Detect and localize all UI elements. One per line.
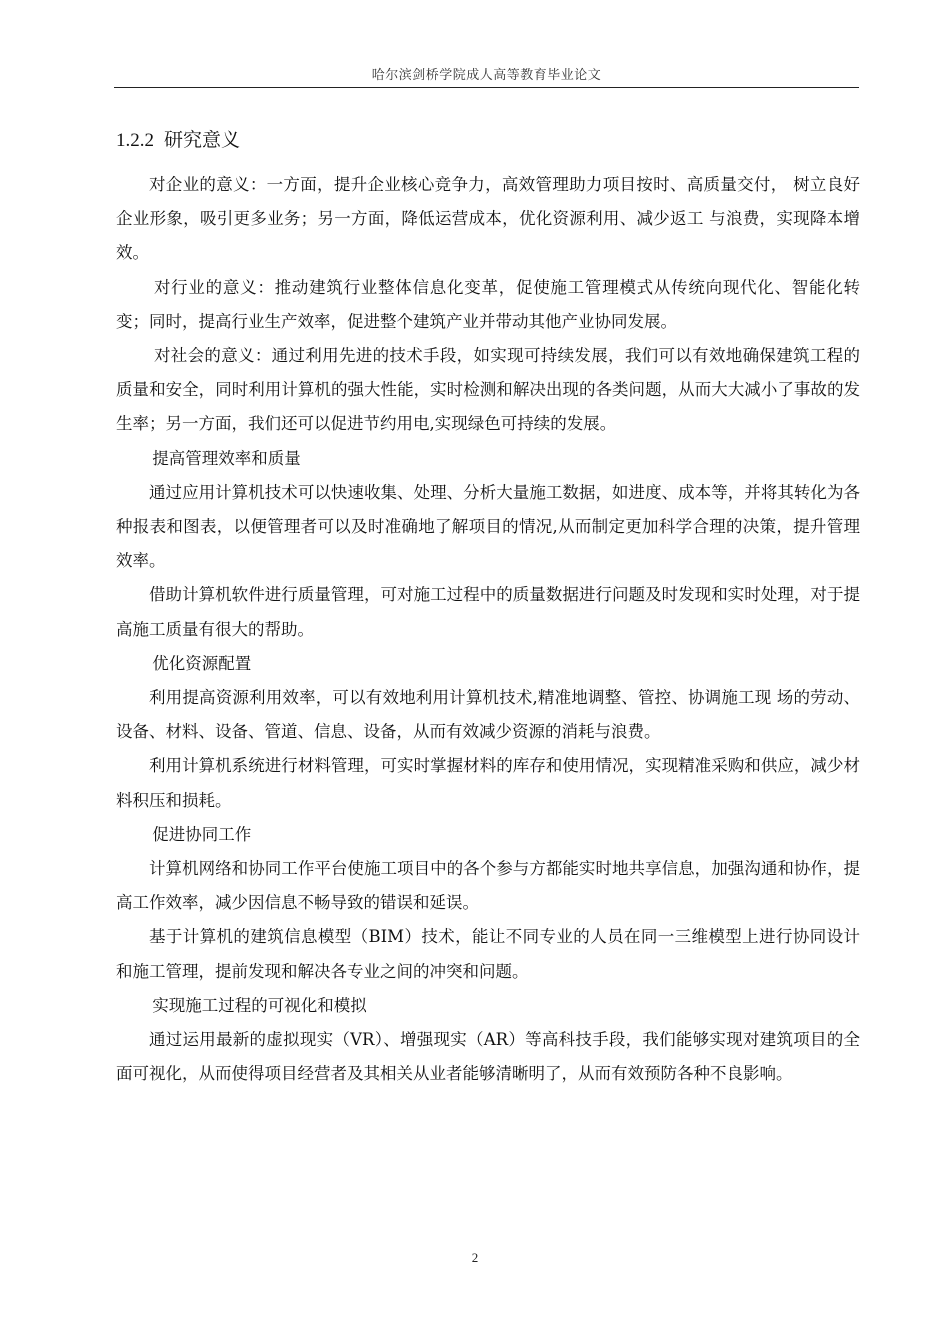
- paragraph-network-collaboration: 计算机网络和协同工作平台使施工项目中的各个参与方都能实时地共享信息，加强沟通和协作，提高工作效率，减少因信息不畅导致的错误和延误。: [116, 859, 860, 913]
- paragraph-material-management: 利用计算机系统进行材料管理，可实时掌握材料的库存和使用情况，实现精准采购和供应，减少材料积压和损耗。: [116, 756, 860, 810]
- subheading-management-efficiency: 提高管理效率和质量: [152, 448, 301, 468]
- running-header: 哈尔滨剑桥学院成人高等教育毕业论文: [371, 68, 602, 83]
- paragraph-data-processing: 通过应用计算机技术可以快速收集、处理、分析大量施工数据，如进度、成本等，并将其转化为各种报表和图表，以便管理者可以及时准确地了解项目的情况,从而制定更加科学合理的决策，提升管理效率。: [116, 482, 860, 571]
- paragraph-industry-significance: 对行业的意义：推动建筑行业整体信息化变革，促使施工管理模式从传统向现代化、智能化转变；同时，提高行业生产效率，促进整个建筑产业并带动其他产业协同发展。: [116, 277, 860, 331]
- section-number: 1.2.2: [116, 130, 154, 151]
- page-number: 2: [471, 1250, 479, 1265]
- paragraph-social-significance: 对社会的意义：通过利用先进的技术手段，如实现可持续发展，我们可以有效地确保建筑工程的质量和安全，同时利用计算机的强大性能，实时检测和解决出现的各类问题，从而大大减小了事故的发生率；另一方面，我们还可以促进节约用电,实现绿色可持续的发展。: [116, 346, 860, 434]
- section-heading: [116, 125, 240, 152]
- header-rule: [114, 87, 859, 88]
- paragraph-vr-ar: 通过运用最新的虚拟现实（VR）、增强现实（AR）等高科技手段，我们能够实现对建筑项目的全面可视化，从而使得项目经营者及其相关从业者能够清晰明了，从而有效预防各种不良影响。: [116, 1030, 860, 1084]
- subheading-collaboration: 促进协同工作: [152, 824, 252, 844]
- paragraph-resource-efficiency: 利用提高资源利用效率，可以有效地利用计算机技术,精准地调整、管控、协调施工现 场的劳动、设备、材料、设备、管道、信息、设备，从而有效减少资源的消耗与浪费。: [116, 688, 860, 742]
- document-body: [116, 168, 860, 1091]
- subheading-visualization: 实现施工过程的可视化和模拟: [152, 995, 367, 1015]
- section-title-text: 研究意义: [164, 129, 241, 151]
- paragraph-bim: 基于计算机的建筑信息模型（BIM）技术，能让不同专业的人员在同一三维模型上进行协同设计和施工管理，提前发现和解决各专业之间的冲突和问题。: [116, 927, 860, 981]
- paragraph-quality-management: 借助计算机软件进行质量管理，可对施工过程中的质量数据进行问题及时发现和实时处理，对于提高施工质量有很大的帮助。: [116, 585, 860, 639]
- paragraph-enterprise-significance: 对企业的意义：一方面，提升企业核心竞争力，高效管理助力项目按时、高质量交付， 树立良好企业形象，吸引更多业务；另一方面，降低运营成本，优化资源利用、减少返工 与浪费，实现降本增效。: [116, 175, 860, 263]
- subheading-resource-allocation: 优化资源配置: [152, 653, 252, 673]
